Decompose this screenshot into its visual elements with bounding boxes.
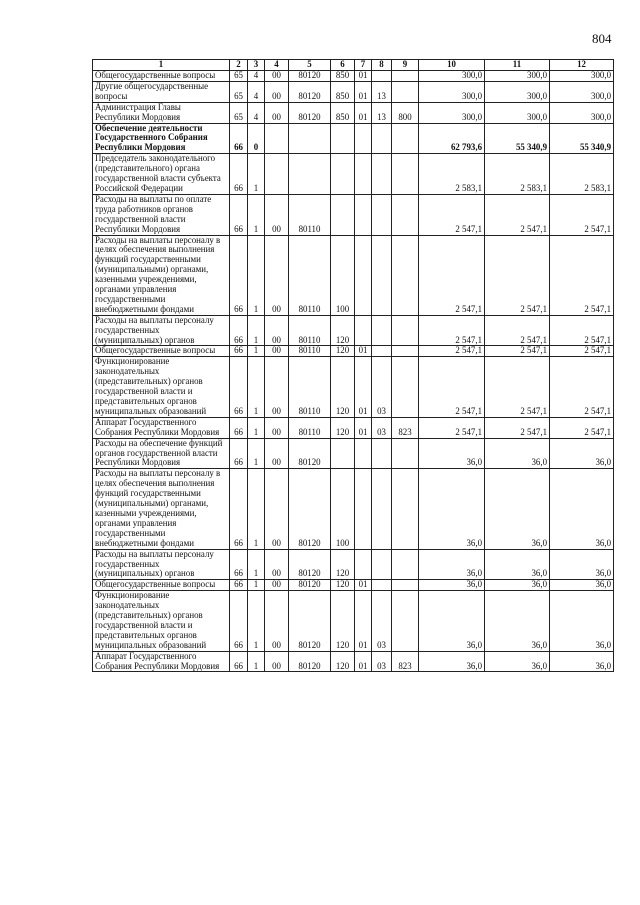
- cell-division: 01: [355, 651, 372, 672]
- page-number: 804: [592, 31, 612, 46]
- cell-amount-col10: 36,0: [419, 651, 485, 672]
- cell-amount-col12: 2 547,1: [550, 417, 614, 438]
- cell-chapter: 66: [230, 469, 248, 549]
- cell-name: Председатель законодательного (представительного) органа государственной власти субъекта Российской Федерации: [93, 154, 230, 195]
- cell-department: [392, 591, 419, 651]
- cell-chapter: 66: [230, 591, 248, 651]
- cell-target-item: 80120: [289, 549, 331, 580]
- table-row: [93, 469, 614, 549]
- cell-division: 01: [355, 417, 372, 438]
- cell-name: Расходы на обеспечение функций органов государственной власти Республики Мордовия: [93, 438, 230, 469]
- cell-chapter: 66: [230, 194, 248, 235]
- cell-division: 01: [355, 81, 372, 102]
- cell-chapter: 65: [230, 102, 248, 123]
- cell-subdivision: [372, 438, 392, 469]
- cell-amount-col10: 62 793,6: [419, 123, 485, 154]
- header-cell-2: 2: [230, 60, 248, 71]
- cell-division: 01: [355, 591, 372, 651]
- cell-subsection: 00: [265, 81, 289, 102]
- cell-amount-col12: 300,0: [550, 102, 614, 123]
- cell-section: 1: [248, 154, 265, 195]
- cell-expense-type: 120: [331, 549, 355, 580]
- cell-department: [392, 580, 419, 591]
- cell-division: [355, 549, 372, 580]
- cell-expense-type: 120: [331, 417, 355, 438]
- cell-section: 1: [248, 357, 265, 417]
- cell-amount-col11: 2 547,1: [485, 235, 550, 315]
- cell-amount-col11: 36,0: [485, 549, 550, 580]
- cell-amount-col10: 2 547,1: [419, 315, 485, 346]
- table-row: [93, 549, 614, 580]
- cell-target-item: 80120: [289, 580, 331, 591]
- cell-subsection: 00: [265, 580, 289, 591]
- cell-division: 01: [355, 102, 372, 123]
- cell-expense-type: 120: [331, 315, 355, 346]
- table-row: [93, 417, 614, 438]
- cell-subsection: 00: [265, 469, 289, 549]
- cell-subsection: 00: [265, 346, 289, 357]
- cell-subsection: 00: [265, 549, 289, 580]
- cell-chapter: 66: [230, 549, 248, 580]
- cell-amount-col11: 2 547,1: [485, 315, 550, 346]
- cell-amount-col12: 300,0: [550, 81, 614, 102]
- cell-subsection: 00: [265, 438, 289, 469]
- cell-target-item: 80120: [289, 81, 331, 102]
- cell-section: 1: [248, 591, 265, 651]
- cell-target-item: [289, 154, 331, 195]
- cell-amount-col10: 300,0: [419, 102, 485, 123]
- cell-department: 800: [392, 102, 419, 123]
- cell-subsection: 00: [265, 71, 289, 82]
- cell-section: 1: [248, 346, 265, 357]
- table-row: [93, 357, 614, 417]
- cell-expense-type: 120: [331, 651, 355, 672]
- cell-expense-type: [331, 123, 355, 154]
- cell-department: [392, 123, 419, 154]
- table-row: [93, 315, 614, 346]
- cell-name: Расходы на выплаты по оплате труда работников органов государственной власти Республики Мордовия: [93, 194, 230, 235]
- cell-expense-type: 120: [331, 346, 355, 357]
- cell-chapter: 66: [230, 154, 248, 195]
- cell-amount-col10: 36,0: [419, 549, 485, 580]
- table-row: [93, 194, 614, 235]
- cell-name: Аппарат Государственного Собрания Республики Мордовия: [93, 417, 230, 438]
- cell-amount-col12: 36,0: [550, 549, 614, 580]
- cell-subdivision: [372, 346, 392, 357]
- cell-division: 01: [355, 71, 372, 82]
- cell-amount-col12: 2 547,1: [550, 357, 614, 417]
- header-cell-5: 5: [289, 60, 331, 71]
- cell-amount-col12: 36,0: [550, 469, 614, 549]
- header-cell-1: 1: [93, 60, 230, 71]
- cell-chapter: 66: [230, 580, 248, 591]
- cell-department: [392, 154, 419, 195]
- cell-chapter: 66: [230, 346, 248, 357]
- cell-amount-col10: 2 547,1: [419, 417, 485, 438]
- table-body: [93, 71, 614, 672]
- cell-subdivision: 13: [372, 102, 392, 123]
- cell-subdivision: [372, 194, 392, 235]
- cell-chapter: 66: [230, 315, 248, 346]
- cell-target-item: 80120: [289, 651, 331, 672]
- cell-section: 4: [248, 71, 265, 82]
- table-row: [93, 580, 614, 591]
- cell-chapter: 66: [230, 123, 248, 154]
- cell-chapter: 66: [230, 357, 248, 417]
- cell-department: [392, 346, 419, 357]
- table-row: [93, 651, 614, 672]
- cell-section: 0: [248, 123, 265, 154]
- header-cell-3: 3: [248, 60, 265, 71]
- cell-chapter: 66: [230, 651, 248, 672]
- cell-name: Общегосударственные вопросы: [93, 346, 230, 357]
- cell-subdivision: [372, 580, 392, 591]
- cell-department: [392, 235, 419, 315]
- cell-subdivision: [372, 123, 392, 154]
- cell-name: Расходы на выплаты персоналу в целях обеспечения выполнения функций государственными (муниципальными) органами, казенными учреждениями, органами управления государственными внебюджетными фондами: [93, 235, 230, 315]
- cell-division: [355, 438, 372, 469]
- cell-chapter: 66: [230, 417, 248, 438]
- cell-section: 1: [248, 315, 265, 346]
- cell-amount-col12: 300,0: [550, 71, 614, 82]
- cell-amount-col12: 36,0: [550, 580, 614, 591]
- cell-expense-type: 100: [331, 235, 355, 315]
- table-row: [93, 591, 614, 651]
- cell-target-item: 80120: [289, 469, 331, 549]
- cell-expense-type: 850: [331, 81, 355, 102]
- cell-expense-type: 120: [331, 580, 355, 591]
- cell-expense-type: 850: [331, 71, 355, 82]
- cell-division: [355, 123, 372, 154]
- cell-amount-col12: 36,0: [550, 591, 614, 651]
- table-row: [93, 123, 614, 154]
- header-cell-4: 4: [265, 60, 289, 71]
- cell-subdivision: [372, 154, 392, 195]
- cell-name: Функционирование законодательных (представительных) органов государственной власти и представительных органов муниципальных образований: [93, 357, 230, 417]
- header-cell-6: 6: [331, 60, 355, 71]
- cell-amount-col11: 36,0: [485, 591, 550, 651]
- cell-amount-col11: 36,0: [485, 438, 550, 469]
- cell-subsection: [265, 154, 289, 195]
- cell-section: 1: [248, 549, 265, 580]
- cell-name: Общегосударственные вопросы: [93, 580, 230, 591]
- cell-department: 823: [392, 651, 419, 672]
- cell-expense-type: [331, 438, 355, 469]
- cell-department: [392, 315, 419, 346]
- header-cell-7: 7: [355, 60, 372, 71]
- cell-amount-col12: 2 547,1: [550, 235, 614, 315]
- cell-division: 01: [355, 357, 372, 417]
- cell-subdivision: 03: [372, 651, 392, 672]
- cell-section: 1: [248, 235, 265, 315]
- cell-name: Администрация Главы Республики Мордовия: [93, 102, 230, 123]
- cell-division: [355, 469, 372, 549]
- cell-chapter: 66: [230, 438, 248, 469]
- cell-amount-col10: 2 547,1: [419, 357, 485, 417]
- cell-expense-type: [331, 154, 355, 195]
- cell-division: 01: [355, 580, 372, 591]
- cell-subdivision: [372, 315, 392, 346]
- cell-section: 1: [248, 651, 265, 672]
- cell-amount-col12: 2 547,1: [550, 315, 614, 346]
- cell-amount-col11: 300,0: [485, 71, 550, 82]
- cell-name: Расходы на выплаты персоналу государственных (муниципальных) органов: [93, 549, 230, 580]
- cell-subsection: 00: [265, 194, 289, 235]
- cell-division: 01: [355, 346, 372, 357]
- cell-amount-col10: 2 547,1: [419, 194, 485, 235]
- cell-target-item: 80110: [289, 417, 331, 438]
- cell-subdivision: [372, 469, 392, 549]
- cell-expense-type: 120: [331, 591, 355, 651]
- cell-subsection: 00: [265, 315, 289, 346]
- cell-amount-col12: 2 547,1: [550, 346, 614, 357]
- cell-subdivision: [372, 549, 392, 580]
- cell-subsection: 00: [265, 235, 289, 315]
- cell-amount-col10: 2 583,1: [419, 154, 485, 195]
- cell-target-item: 80120: [289, 71, 331, 82]
- cell-subdivision: 13: [372, 81, 392, 102]
- cell-target-item: 80120: [289, 438, 331, 469]
- cell-target-item: 80110: [289, 235, 331, 315]
- cell-subsection: 00: [265, 102, 289, 123]
- cell-amount-col11: 2 547,1: [485, 346, 550, 357]
- cell-subdivision: [372, 71, 392, 82]
- cell-expense-type: [331, 194, 355, 235]
- cell-amount-col10: 36,0: [419, 469, 485, 549]
- budget-table: [92, 59, 614, 672]
- cell-amount-col11: 55 340,9: [485, 123, 550, 154]
- cell-expense-type: 850: [331, 102, 355, 123]
- table-row: [93, 154, 614, 195]
- cell-subsection: 00: [265, 417, 289, 438]
- cell-amount-col10: 2 547,1: [419, 346, 485, 357]
- cell-amount-col11: 300,0: [485, 102, 550, 123]
- header-cell-9: 9: [392, 60, 419, 71]
- cell-name: Обеспечение деятельности Государственного Собрания Республики Мордовия: [93, 123, 230, 154]
- cell-division: [355, 154, 372, 195]
- cell-division: [355, 194, 372, 235]
- cell-amount-col10: 300,0: [419, 71, 485, 82]
- cell-name: Расходы на выплаты персоналу государственных (муниципальных) органов: [93, 315, 230, 346]
- cell-department: 823: [392, 417, 419, 438]
- cell-amount-col11: 2 547,1: [485, 194, 550, 235]
- table-row: [93, 235, 614, 315]
- cell-subdivision: 03: [372, 417, 392, 438]
- table-row: [93, 71, 614, 82]
- header-cell-10: 10: [419, 60, 485, 71]
- cell-name: Другие общегосударственные вопросы: [93, 81, 230, 102]
- cell-amount-col11: 36,0: [485, 469, 550, 549]
- cell-amount-col12: 36,0: [550, 438, 614, 469]
- cell-section: 1: [248, 580, 265, 591]
- cell-section: 4: [248, 102, 265, 123]
- cell-amount-col10: 36,0: [419, 580, 485, 591]
- cell-chapter: 65: [230, 81, 248, 102]
- cell-subsection: 00: [265, 591, 289, 651]
- cell-amount-col12: 36,0: [550, 651, 614, 672]
- cell-subdivision: 03: [372, 591, 392, 651]
- cell-department: [392, 194, 419, 235]
- cell-amount-col10: 2 547,1: [419, 235, 485, 315]
- cell-amount-col11: 36,0: [485, 651, 550, 672]
- table-row: [93, 346, 614, 357]
- cell-expense-type: 120: [331, 357, 355, 417]
- cell-division: [355, 315, 372, 346]
- cell-department: [392, 549, 419, 580]
- cell-name: Аппарат Государственного Собрания Республики Мордовия: [93, 651, 230, 672]
- cell-subsection: 00: [265, 357, 289, 417]
- table-row: [93, 81, 614, 102]
- cell-section: 1: [248, 438, 265, 469]
- cell-section: 4: [248, 81, 265, 102]
- cell-expense-type: 100: [331, 469, 355, 549]
- cell-target-item: 80110: [289, 357, 331, 417]
- cell-section: 1: [248, 194, 265, 235]
- cell-target-item: 80110: [289, 194, 331, 235]
- cell-department: [392, 357, 419, 417]
- cell-amount-col10: 36,0: [419, 591, 485, 651]
- cell-name: Расходы на выплаты персоналу в целях обеспечения выполнения функций государственными (муниципальными) органами, казенными учреждениями, органами управления государственными внебюджетными фондами: [93, 469, 230, 549]
- cell-department: [392, 81, 419, 102]
- cell-subdivision: 03: [372, 357, 392, 417]
- cell-section: 1: [248, 469, 265, 549]
- header-row: [93, 60, 614, 71]
- cell-amount-col12: 55 340,9: [550, 123, 614, 154]
- cell-subsection: [265, 123, 289, 154]
- cell-target-item: 80110: [289, 346, 331, 357]
- cell-amount-col11: 300,0: [485, 81, 550, 102]
- table-row: [93, 102, 614, 123]
- cell-target-item: [289, 123, 331, 154]
- table-row: [93, 438, 614, 469]
- header-cell-12: 12: [550, 60, 614, 71]
- cell-subdivision: [372, 235, 392, 315]
- cell-name: Общегосударственные вопросы: [93, 71, 230, 82]
- cell-amount-col11: 36,0: [485, 580, 550, 591]
- cell-section: 1: [248, 417, 265, 438]
- cell-amount-col12: 2 583,1: [550, 154, 614, 195]
- cell-target-item: 80110: [289, 315, 331, 346]
- cell-department: [392, 71, 419, 82]
- cell-chapter: 66: [230, 235, 248, 315]
- cell-chapter: 65: [230, 71, 248, 82]
- cell-amount-col10: 300,0: [419, 81, 485, 102]
- header-cell-8: 8: [372, 60, 392, 71]
- cell-amount-col11: 2 547,1: [485, 417, 550, 438]
- cell-name: Функционирование законодательных (представительных) органов государственной власти и представительных органов муниципальных образований: [93, 591, 230, 651]
- cell-department: [392, 438, 419, 469]
- cell-division: [355, 235, 372, 315]
- cell-department: [392, 469, 419, 549]
- cell-amount-col10: 36,0: [419, 438, 485, 469]
- cell-target-item: 80120: [289, 102, 331, 123]
- cell-amount-col11: 2 547,1: [485, 357, 550, 417]
- cell-subsection: 00: [265, 651, 289, 672]
- cell-amount-col11: 2 583,1: [485, 154, 550, 195]
- cell-target-item: 80120: [289, 591, 331, 651]
- cell-amount-col12: 2 547,1: [550, 194, 614, 235]
- header-cell-11: 11: [485, 60, 550, 71]
